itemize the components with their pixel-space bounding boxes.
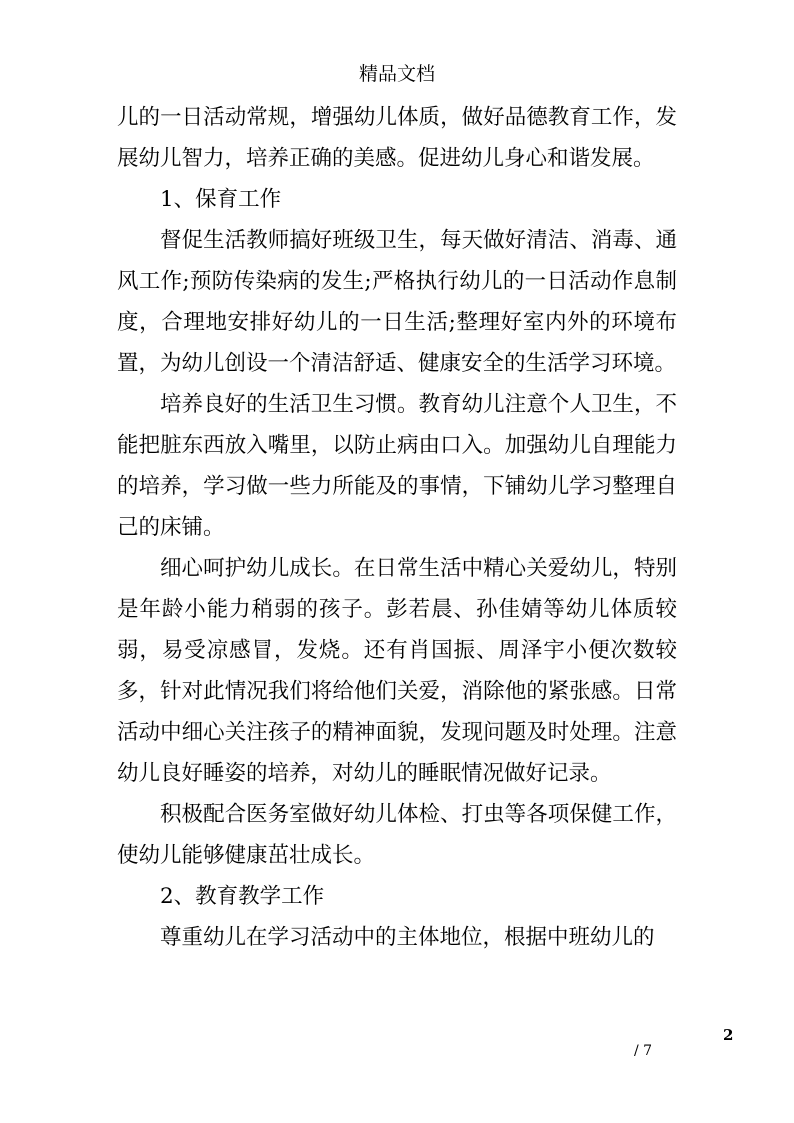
page-header-title: 精品文档 xyxy=(358,63,435,85)
paragraph-care-growth: 细心呵护幼儿成长。在日常生活中精心关爱幼儿，特别是年龄小能力稍弱的孩子。彭若晨、孙佳婧等幼儿体质较弱，易受凉感冒，发烧。还有肖国振、周泽宇小便次数较多，针对此情况我们将给他们关爱，消除他的紧张感。日常活动中细心关注孩子的精神面貌，发现问题及时处理。注意幼儿良好睡姿的培养，对幼儿的睡眠情况做好记录。 xyxy=(117,556,677,786)
paragraph-habits: 培养良好的生活卫生习惯。教育幼儿注意个人卫生，不能把脏东西放入嘴里，以防止病由口入。加强幼儿自理能力的培养，学习做一些力所能及的事情，下铺幼儿学习整理自己的床铺。 xyxy=(117,392,677,540)
document-body xyxy=(117,97,677,958)
paragraph-hygiene: 督促生活教师搞好班级卫生，每天做好清洁、消毒、通风工作;预防传染病的发生;严格执行幼儿的一日活动作息制度，合理地安排好幼儿的一日生活;整理好室内外的环境布置，为幼儿创设一个清洁舒适、健康安全的生活学习环境。 xyxy=(117,228,677,376)
paragraph-teaching: 尊重幼儿在学习活动中的主体地位，根据中班幼儿的 xyxy=(160,925,655,950)
paragraph-continued: 儿的一日活动常规，增强幼儿体质，做好品德教育工作，发展幼儿智力，培养正确的美感。促进幼儿身心和谐发展。 xyxy=(117,105,677,171)
page-number: 2 xyxy=(723,1026,734,1044)
paragraph-health-checks: 积极配合医务室做好幼儿体检、打虫等各项保健工作，使幼儿能够健康茁壮成长。 xyxy=(117,802,677,868)
section-heading-teaching: 2、教育教学工作 xyxy=(160,884,325,909)
section-heading-care: 1、保育工作 xyxy=(160,187,282,212)
page-total: / 7 xyxy=(634,1043,653,1059)
